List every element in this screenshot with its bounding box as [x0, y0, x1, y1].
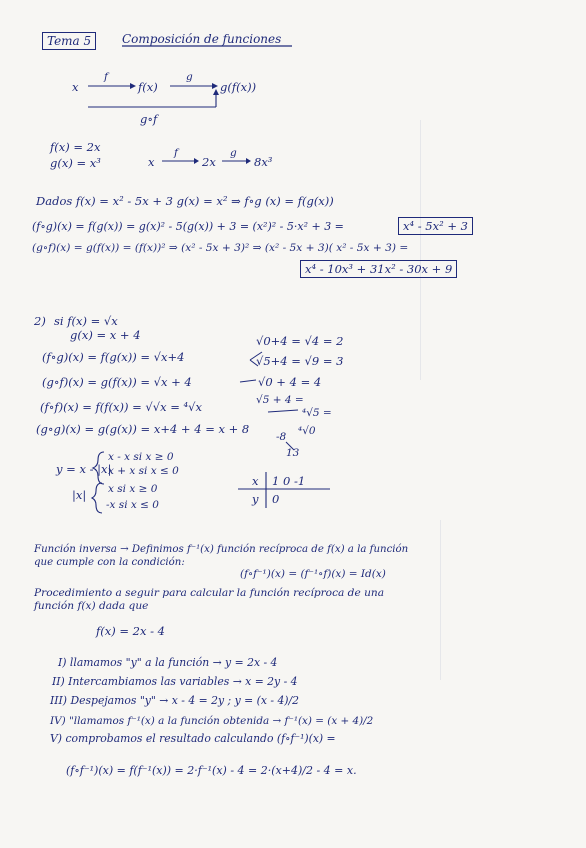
dados-result-fog: x⁴ - 5x² + 3 [398, 217, 473, 235]
inv-cond: (f∘f⁻¹)(x) = (f⁻¹∘f)(x) = Id(x) [240, 568, 386, 580]
ex1-chain-f: f [174, 147, 178, 159]
table-x-values: 1 0 -1 [272, 474, 306, 488]
table-x-label: x [252, 474, 259, 488]
dados-result-gof: x⁴ - 10x³ + 31x² - 30x + 9 [300, 260, 457, 278]
inv-step4: IV) "llamamos f⁻¹(x) a la función obtenida → f⁻¹(x) = (x + 4)/2 [50, 715, 374, 727]
inv-l3: Procedimiento a seguir para calcular la función recíproca de una [34, 587, 385, 599]
dados-line3: (g∘f)(x) = g(f(x)) = (f(x))² ⇒ (x² - 5x + 3)² ⇒ (x² - 5x + 3)( x² - 5x + 3) = [32, 242, 409, 254]
inv-final: (f∘f⁻¹)(x) = f(f⁻¹(x)) = 2·f⁻¹(x) - 4 = 2·(x+4)/2 - 4 = x. [66, 764, 357, 777]
dados-line1: Dados f(x) = x² - 5x + 3 g(x) = x² ⇒ f∘g (x) = f(g(x)) [36, 194, 334, 208]
page-title: Composición de funciones [122, 32, 282, 46]
ex2-r-minus8: -8 [276, 431, 287, 443]
table-y-values: 0 [272, 492, 280, 506]
ex2-r2: √5+4 = √9 = 3 [256, 354, 344, 368]
inv-step2: II) Intercambiamos las variables → x = 2y - 4 [52, 675, 298, 688]
table-y-label: y [252, 492, 259, 506]
diagram-gof: g∘f [140, 112, 158, 126]
dados-line2: (f∘g)(x) = f(g(x)) = g(x)² - 5(g(x)) + 3 = (x²)² - 5·x² + 3 = [32, 220, 344, 233]
abs-case1: x - x si x ≥ 0 [108, 451, 174, 463]
abs-case2: x + x si x ≤ 0 [108, 465, 179, 477]
ex2-gof: (g∘f)(x) = g(f(x)) = √x + 4 [42, 375, 192, 389]
ex1-chain-2x: 2x [202, 155, 216, 169]
ex1-f: f(x) = 2x [50, 140, 101, 154]
abs-def1: x si x ≥ 0 [108, 483, 158, 495]
abs-y-def: y = x - |x| [56, 462, 112, 476]
diagram-gfx: g(f(x)) [220, 80, 257, 94]
ex2-r-13: 13 [286, 447, 300, 459]
tema-label: Tema 5 [42, 32, 96, 50]
inv-step3: III) Despejamos "y" → x - 4 = 2y ; y = (x - 4)/2 [50, 694, 300, 707]
ex2-r4: √5 + 4 = [256, 394, 304, 406]
abs-def2: -x si x ≤ 0 [106, 499, 159, 511]
ex2-g: g(x) = x + 4 [70, 328, 141, 342]
ex2-r1: √0+4 = √4 = 2 [256, 334, 344, 348]
ex2-fog: (f∘g)(x) = f(g(x)) = √x+4 [42, 350, 185, 364]
ex2-r5: ⁴√5 = [302, 407, 332, 419]
diagram-x: x [72, 80, 79, 94]
inv-step1: I) llamamos "y" a la función → y = 2x - 4 [58, 656, 278, 669]
abs-label: |x| [72, 488, 87, 502]
inv-l4: función f(x) dada que [34, 600, 149, 612]
ex1-chain-x: x [148, 155, 155, 169]
ex1-g: g(x) = x³ [50, 156, 101, 170]
diagram-g: g [186, 71, 193, 83]
ex2-num: 2) [34, 314, 46, 328]
ex2-gog: (g∘g)(x) = g(g(x)) = x+4 + 4 = x + 8 [36, 422, 250, 436]
ex2-r6: ⁴√0 [298, 425, 316, 437]
diagram-f: f [104, 71, 108, 83]
ex1-chain-8x3: 8x³ [254, 155, 273, 169]
inv-step5: V) comprobamos el resultado calculando (f∘f⁻¹)(x) = [50, 732, 336, 745]
inv-fx: f(x) = 2x - 4 [96, 624, 165, 638]
ex2-r3: √0 + 4 = 4 [258, 375, 322, 389]
diagram-fx: f(x) [138, 80, 158, 94]
ex1-chain-g: g [230, 147, 237, 159]
ex2-fof: (f∘f)(x) = f(f(x)) = √√x = ⁴√x [40, 400, 202, 414]
inv-l1: Función inversa → Definimos f⁻¹(x) función recíproca de f(x) a la función [34, 544, 409, 555]
ex2-f: si f(x) = √x [54, 314, 118, 328]
inv-l2: que cumple con la condición: [34, 557, 185, 568]
